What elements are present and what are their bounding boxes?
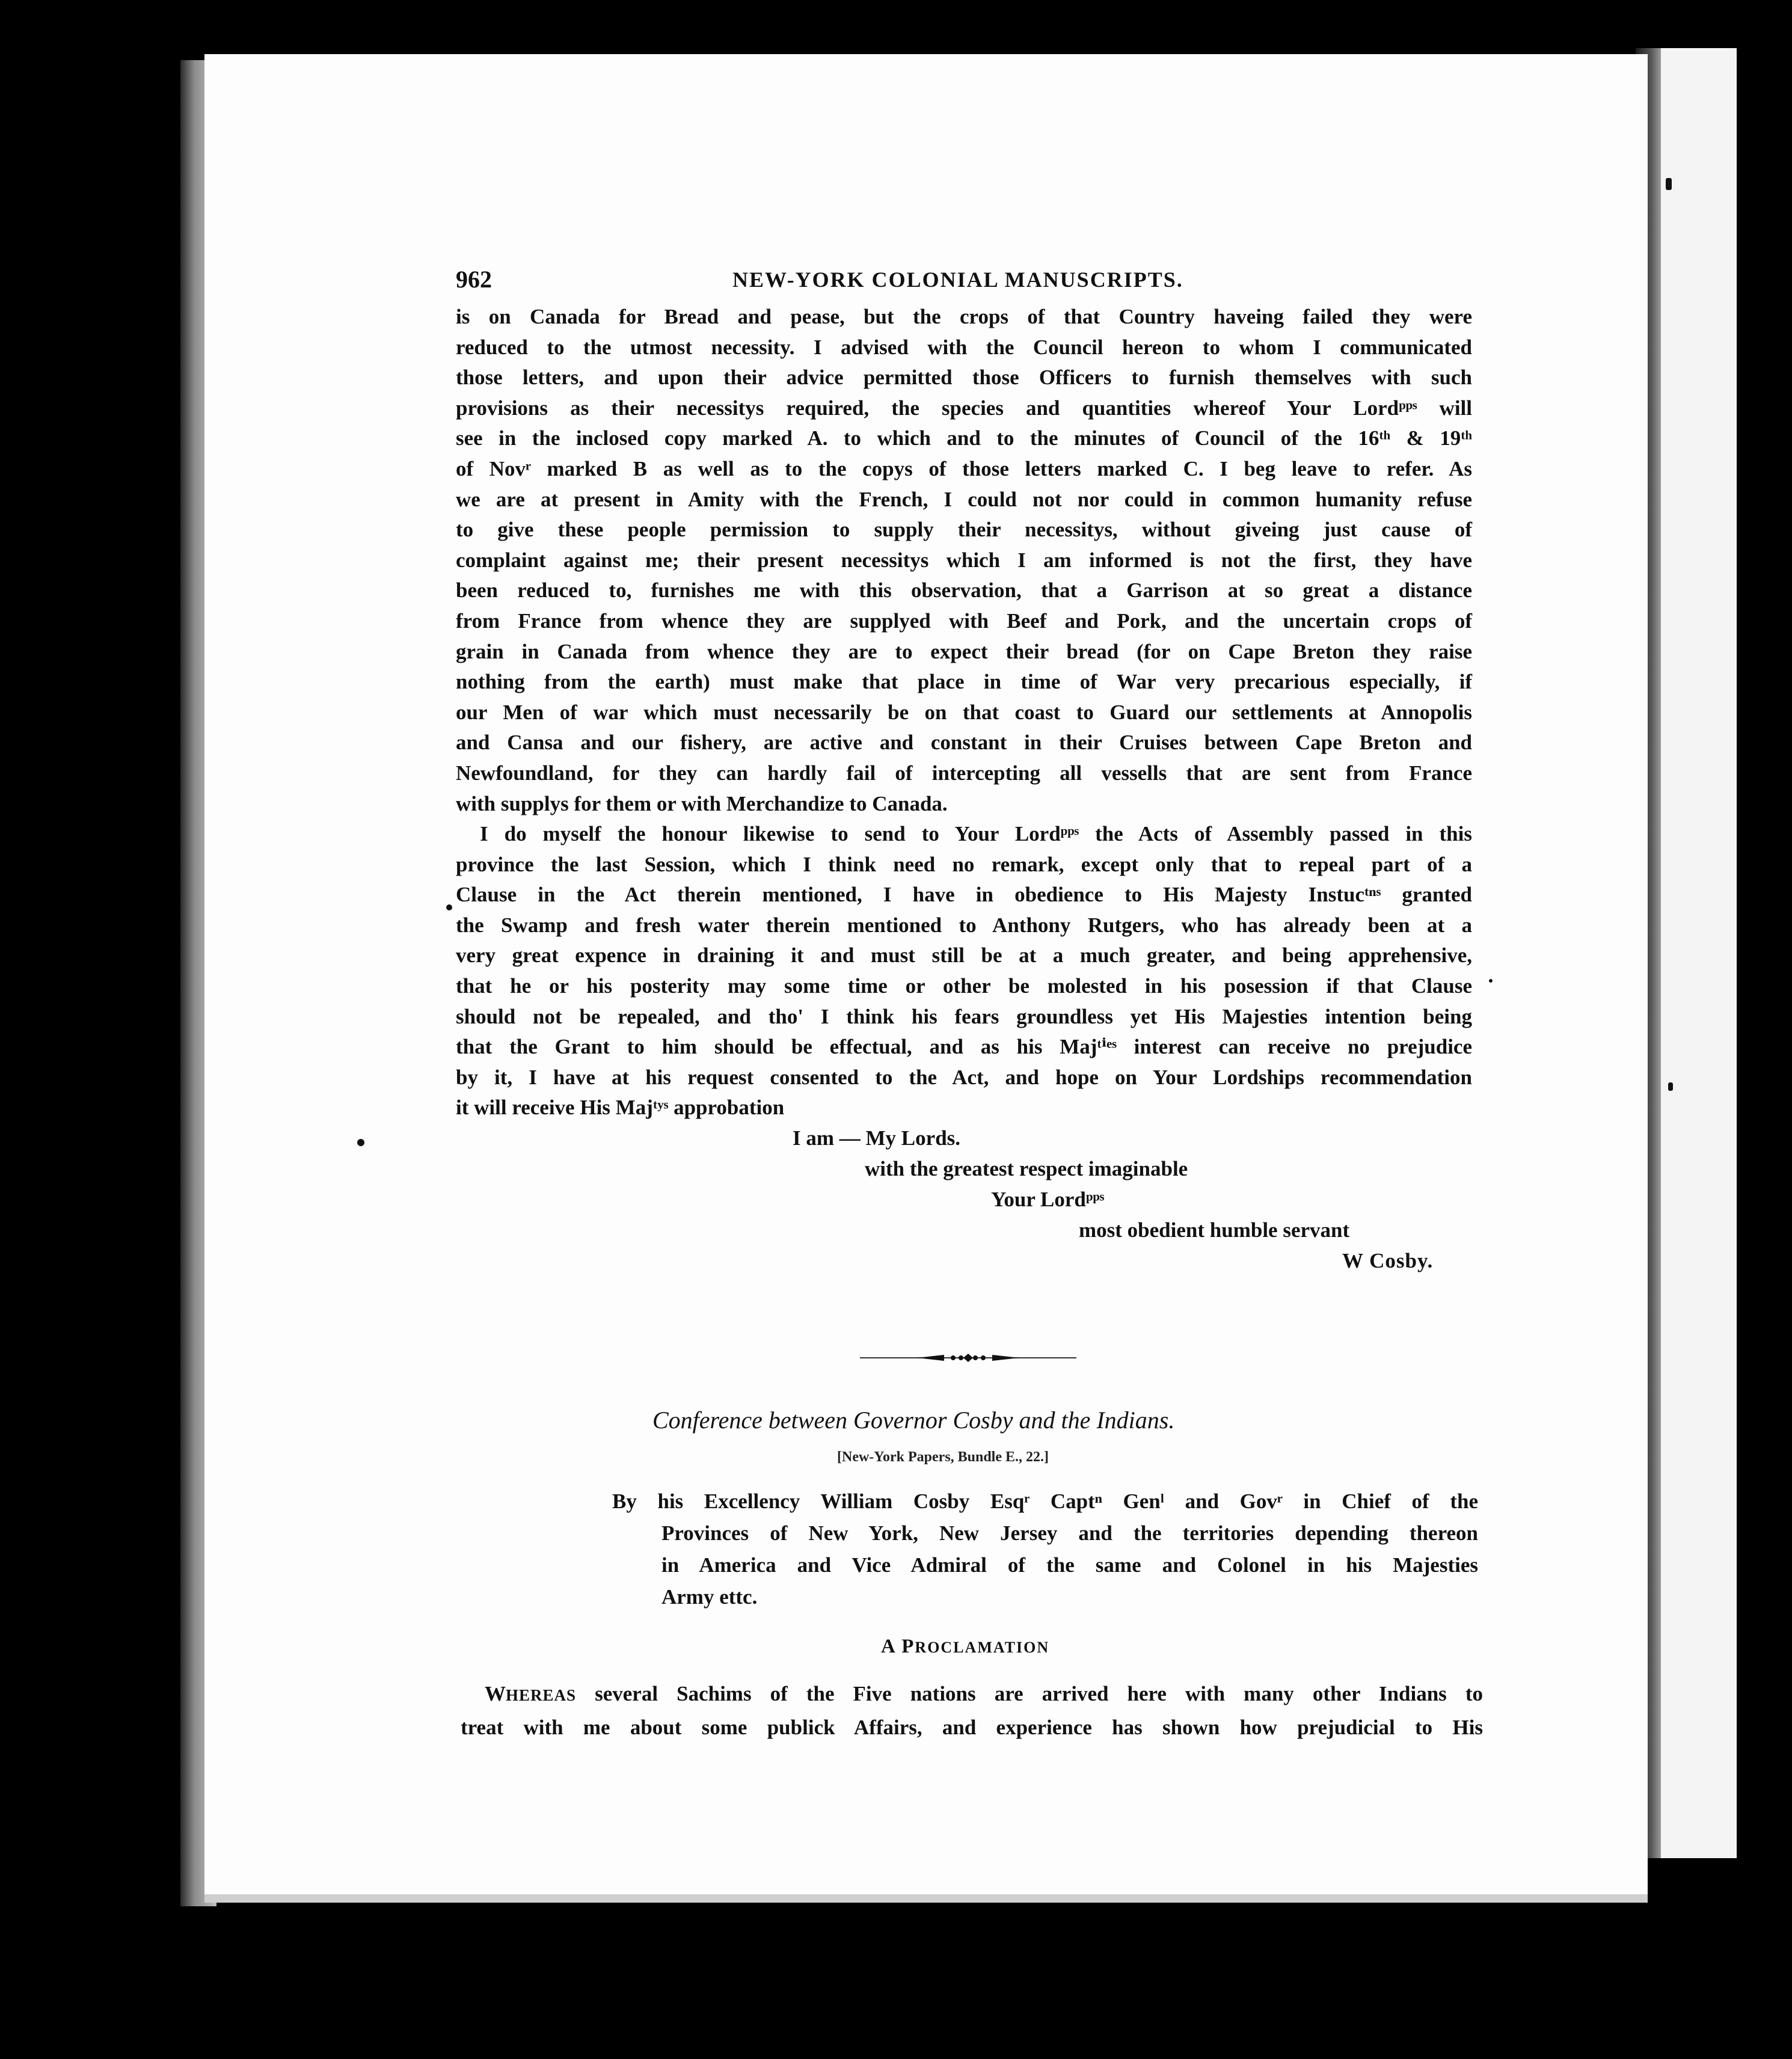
text-line: from France from whence they are supplyed with Beef and Pork, and the uncertain crops of — [456, 609, 1472, 633]
text-line: very great expence in draining it and must still be at a much greater, and being apprehensive, — [456, 944, 1472, 968]
proclamation-body — [461, 1678, 1483, 1743]
text-line — [461, 1678, 1483, 1711]
text-line: treat with me about some publick Affairs, and experience has shown how prejudicial to His — [461, 1716, 1483, 1739]
proclamation-heading — [881, 1636, 1049, 1658]
text-line: should not be repealed, and tho' I think his fears groundless yet His Majesties intention being — [456, 1004, 1472, 1028]
text-line: provisions as their necessitys required, the species and quantities whereof Your Lordᵖᵖˢ will — [456, 396, 1472, 420]
running-head-title: NEW-YORK COLONIAL MANUSCRIPTS. — [732, 268, 1183, 292]
proclamation-intro — [612, 1485, 1478, 1613]
text-line: been reduced to, furnishes me with this observation, that a Garrison at so great a distance — [456, 578, 1472, 603]
line-rest: several Sachims of the Five nations are arrived here with many other Indians to — [595, 1682, 1484, 1705]
letter-closing — [456, 1123, 1472, 1346]
page-number: 962 — [456, 266, 492, 293]
facing-page-edge — [1636, 48, 1750, 1858]
heading-smallcaps: ROCLAMATION — [915, 1639, 1050, 1656]
text-line: Provinces of New York, New Jersey and the territories depending thereon — [661, 1521, 1478, 1545]
text-line: I do myself the honour likewise to send to Your Lordᵖᵖˢ the Acts of Assembly passed in this — [480, 822, 1472, 846]
ink-speck — [446, 904, 452, 910]
closing-line: I am — My Lords. — [793, 1126, 961, 1150]
section-divider-ornament — [860, 1352, 1076, 1364]
ink-speck — [357, 1139, 364, 1146]
heading-initials: A P — [881, 1636, 915, 1657]
text-line: those letters, and upon their advice permitted those Officers to furnish themselves with such — [456, 366, 1472, 390]
text-line: our Men of war which must necessarily be on that coast to Guard our settlements at Annopolis — [456, 700, 1472, 724]
text-line: the Swamp and fresh water therein mentioned to Anthony Rutgers, who has already been at a — [456, 913, 1472, 937]
first-word-smallcaps: HEREAS — [506, 1686, 577, 1704]
text-line: grain in Canada from whence they are to expect their bread (for on Cape Breton they raise — [456, 639, 1472, 663]
text-line: to give these people permission to supply their necessitys, without giveing just cause of — [456, 518, 1472, 542]
text-line: nothing from the earth) must make that place in time of War very precarious especially, if — [456, 670, 1472, 694]
text-line: is on Canada for Bread and pease, but the crops of that Country haveing failed they were — [456, 305, 1472, 328]
text-line: Newfoundland, for they can hardly fail of intercepting all vessells that are sent from France — [456, 761, 1472, 785]
text-line: by it, I have at his request consented to the Act, and hope on Your Lordships recommendation — [456, 1065, 1472, 1089]
text-line: reduced to the utmost necessity. I advised with the Council hereon to whom I communicated — [456, 335, 1472, 359]
text-line: see in the inclosed copy marked A. to which and to the minutes of Council of the 16ᵗʰ & 19ᵗʰ — [456, 426, 1472, 450]
text-line: in America and Vice Admiral of the same and Colonel in his Majesties — [661, 1553, 1478, 1577]
closing-line: with the greatest respect imaginable — [865, 1157, 1188, 1181]
text-line: with supplys for them or with Merchandize to Canada. — [456, 791, 948, 815]
text-line: By his Excellency William Cosby Esqʳ Captⁿ Genˡ and Govʳ in Chief of the — [612, 1490, 1478, 1513]
closing-line: Your Lordᵖᵖˢ — [991, 1188, 1105, 1212]
text-line: we are at present in Amity with the French, I could not nor could in common humanity refuse — [456, 487, 1472, 511]
ink-speck — [1666, 178, 1672, 190]
first-word-initial: W — [485, 1682, 506, 1705]
source-citation: [New-York Papers, Bundle E., 22.] — [837, 1449, 1049, 1465]
signature: W Cosby. — [1342, 1249, 1434, 1273]
text-line: that he or his posterity may some time or other be molested in his posession if that Clause — [456, 974, 1472, 998]
ink-speck — [1489, 979, 1493, 983]
running-head — [456, 265, 1472, 301]
closing-line: most obedient humble servant — [1079, 1218, 1350, 1242]
letter-paragraph-1 — [456, 302, 1472, 819]
text-line: of Novʳ marked B as well as to the copys of those letters marked C. I beg leave to refer. As — [456, 456, 1472, 480]
text-line: province the last Session, which I think need no remark, except only that to repeal part of a — [456, 852, 1472, 876]
text-line: Clause in the Act therein mentioned, I have in obedience to His Majesty Instucᵗⁿˢ granted — [456, 883, 1472, 907]
page-text — [456, 265, 1472, 1346]
section-title: Conference between Governor Cosby and the Indians. — [652, 1407, 1175, 1434]
ink-speck — [1668, 1082, 1673, 1091]
text-line: that the Grant to him should be effectual, and as his Majᵗⁱᵉˢ interest can receive no prejudice — [456, 1035, 1472, 1059]
text-line: it will receive His Majᵗʸˢ approbation — [456, 1096, 785, 1120]
letter-paragraph-2 — [456, 819, 1472, 1123]
text-line: Army ettc. — [661, 1585, 758, 1609]
text-line: and Cansa and our fishery, are active and constant in their Cruises between Cape Breton and — [456, 731, 1472, 755]
text-line: complaint against me; their present necessitys which I am informed is not the first, they have — [456, 548, 1472, 572]
